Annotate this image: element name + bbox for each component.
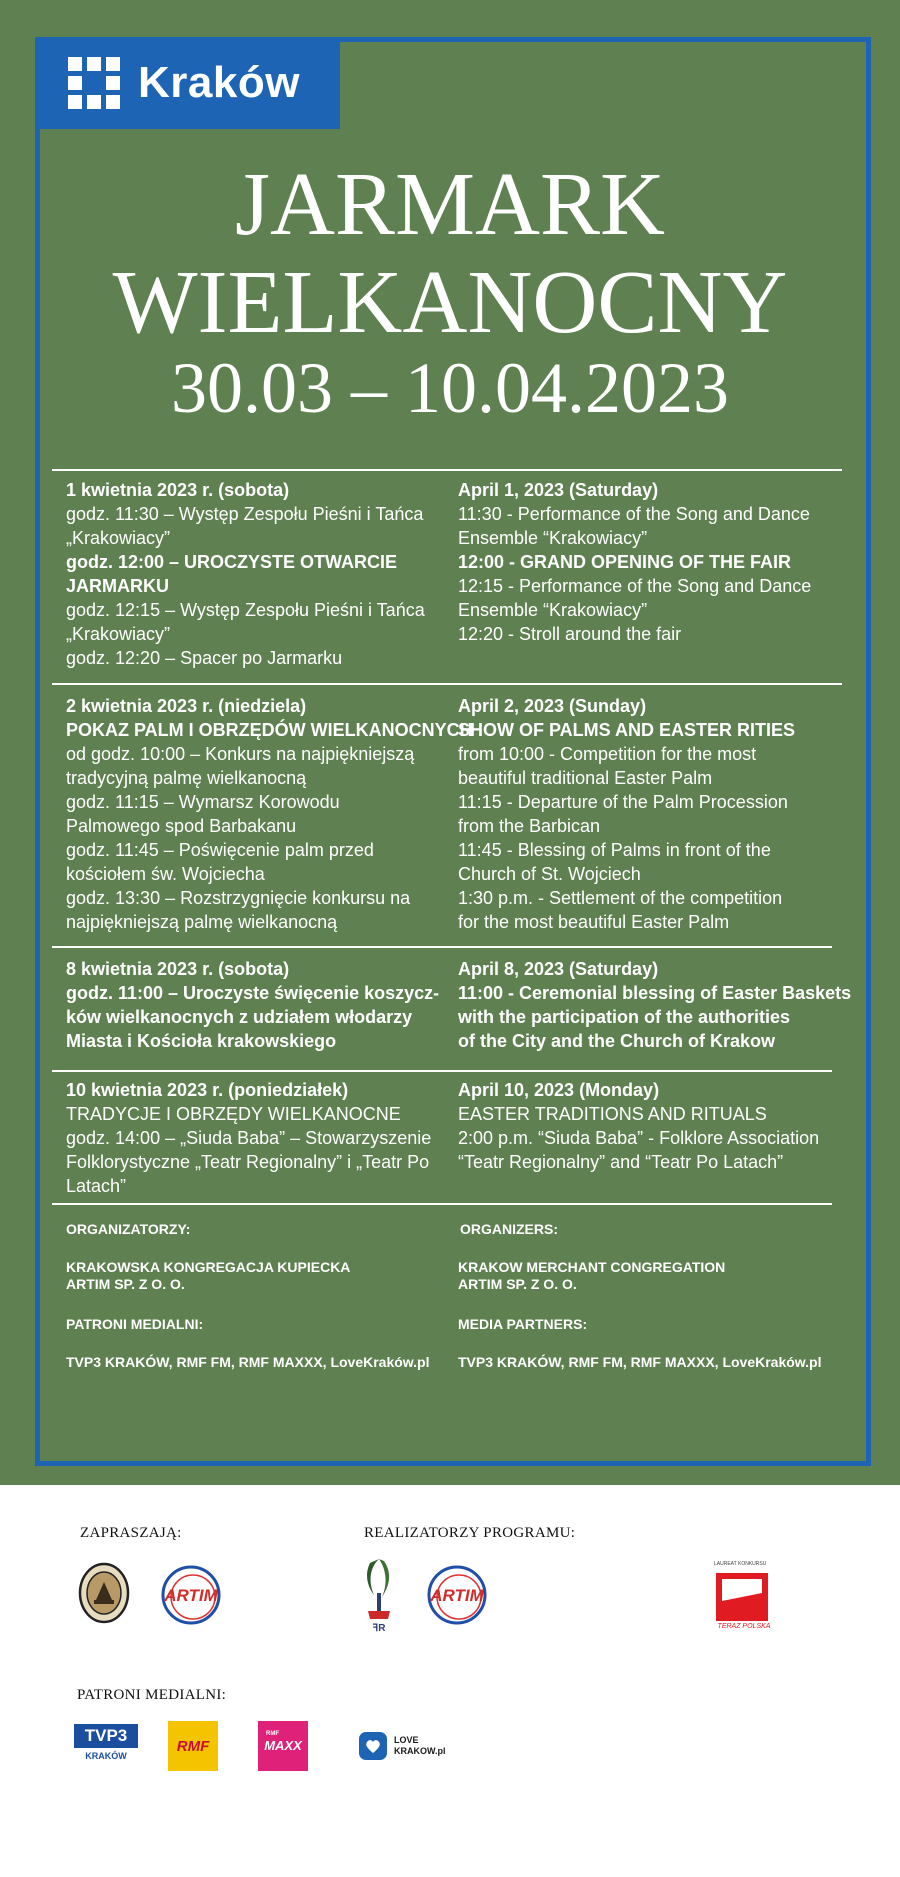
schedule-line: godz. 11:00 – Uroczyste święcenie koszycz- [66, 983, 440, 1003]
love-krakow-logo [358, 1731, 458, 1763]
maxx-text: MAXX [264, 1738, 302, 1753]
schedule-line: April 10, 2023 (Monday) [458, 1080, 660, 1100]
schedule-line: godz. 11:45 – Poświęcenie palm przed [66, 840, 374, 860]
polish-flag-icon [714, 1571, 770, 1623]
media-list-en: TVP3 KRAKÓW, RMF FM, RMF MAXXX, LoveKraków.pl [458, 1354, 822, 1370]
divider [52, 1070, 832, 1072]
schedule-line: 2 kwietnia 2023 r. (niedziela) [66, 696, 307, 716]
maxx-top-text: RMF [266, 1731, 279, 1737]
schedule-line: TRADYCJE I OBRZĘDY WIELKANOCNE [66, 1104, 401, 1124]
schedule-line: of the City and the Church of Krakow [458, 1031, 776, 1051]
logo-text: Kraków [138, 58, 300, 107]
artim-logo-2 [426, 1564, 488, 1626]
schedule-line: 11:15 - Departure of the Palm Procession [458, 792, 788, 812]
organizers-label-en: ORGANIZERS: [460, 1221, 558, 1237]
media-label-en: MEDIA PARTNERS: [458, 1316, 588, 1332]
rmf-fm-logo [168, 1721, 218, 1771]
schedule-line: 12:15 - Performance of the Song and Dance [458, 576, 812, 596]
tvp-city-text: KRAKÓW [85, 1751, 127, 1761]
schedule-line: April 1, 2023 (Saturday) [458, 480, 659, 500]
krakow-logo [35, 37, 340, 129]
title-line-2: WIELKANOCNY [112, 253, 788, 352]
schedule-line: for the most beautiful Easter Palm [458, 912, 730, 932]
rmf-text: RMF [176, 1737, 210, 1755]
artim-text: ARTIM [430, 1586, 484, 1605]
divider [52, 1203, 832, 1205]
schedule-line: „Krakowiacy” [66, 528, 171, 548]
day-3-polish [66, 957, 456, 1053]
divider [52, 946, 832, 948]
invite-label: ZAPRASZAJĄ: [80, 1525, 182, 1541]
teraz-polska-badge [714, 1561, 774, 1641]
schedule-line: Miasta i Kościoła krakowskiego [66, 1031, 337, 1051]
organizer-2-en: ARTIM SP. Z O. O. [458, 1276, 577, 1292]
schedule-line: Ensemble “Krakowiacy” [458, 600, 648, 620]
schedule-line: 2:00 p.m. “Siuda Baba” - Folklore Association [458, 1128, 820, 1148]
schedule-line: JARMARKU [66, 576, 169, 596]
teraz-bottom-text: TERAZ POLSKA [717, 1623, 771, 1630]
schedule-line: beautiful traditional Easter Palm [458, 768, 713, 788]
schedule-line: 11:30 - Performance of the Song and Dance [458, 504, 810, 524]
organizer-1-pl: KRAKOWSKA KONGREGACJA KUPIECKA [66, 1259, 351, 1275]
schedule-line: April 8, 2023 (Saturday) [458, 959, 659, 979]
organizers-label-pl: ORGANIZATORZY: [66, 1221, 191, 1237]
schedule-line: SHOW OF PALMS AND EASTER RITIES [458, 720, 796, 740]
schedule-line: tradycyjną palmę wielkanocną [66, 768, 307, 788]
schedule-line: from the Barbican [458, 816, 601, 836]
schedule-line: Ensemble “Krakowiacy” [458, 528, 648, 548]
day-1-polish [66, 478, 456, 670]
organizer-1-en: KRAKOW MERCHANT CONGREGATION [458, 1259, 726, 1275]
schedule-line: 1 kwietnia 2023 r. (sobota) [66, 480, 290, 500]
schedule-line: Church of St. Wojciech [458, 864, 641, 884]
schedule-line: Folklorystyczne „Teatr Regionalny” i „Teatr Po [66, 1152, 430, 1172]
schedule-line: April 2, 2023 (Sunday) [458, 696, 647, 716]
schedule-line: 11:00 - Ceremonial blessing of Easter Baskets [458, 983, 852, 1003]
media-list-pl: TVP3 KRAKÓW, RMF FM, RMF MAXXX, LoveKraków.pl [66, 1354, 430, 1370]
schedule-line: godz. 11:30 – Występ Zespołu Pieśni i Tańca [66, 504, 424, 524]
schedule-line: “Teatr Regionalny” and “Teatr Po Latach” [458, 1152, 784, 1172]
schedule-line: ków wielkanocnych z udziałem włodarzy [66, 1007, 413, 1027]
day-2-english [458, 694, 858, 934]
folk-palm-emblem-icon [360, 1555, 398, 1633]
schedule-line: 12:00 - GRAND OPENING OF THE FAIR [458, 552, 792, 572]
schedule-line: godz. 14:00 – „Siuda Baba” – Stowarzyszenie [66, 1128, 432, 1148]
schedule-line: godz. 12:20 – Spacer po Jarmarku [66, 648, 343, 668]
day-2-polish [66, 694, 473, 934]
day-3-english [458, 957, 858, 1053]
merchant-congregation-seal-icon [78, 1562, 130, 1624]
schedule-line: 12:20 - Stroll around the fair [458, 624, 682, 644]
love-bottom-text: KRAKOW.pl [394, 1746, 446, 1756]
artim-text: ARTIM [164, 1586, 218, 1605]
teraz-top-text: LAUREAT KONKURSU [714, 1561, 767, 1567]
schedule-line: godz. 11:15 – Wymarsz Korowodu [66, 792, 340, 812]
schedule-line: Palmowego spod Barbakanu [66, 816, 297, 836]
divider [52, 683, 842, 685]
day-1-english [458, 478, 858, 646]
schedule-line: godz. 12:15 – Występ Zespołu Pieśni i Tańca [66, 600, 425, 620]
tvp3-text: TVP3 [74, 1724, 138, 1748]
schedule-line: „Krakowiacy” [66, 624, 171, 644]
footer-media-label: PATRONI MEDIALNI: [77, 1687, 227, 1703]
schedule-line: godz. 13:30 – Rozstrzygnięcie konkursu na [66, 888, 411, 908]
schedule-line: kościołem św. Wojciecha [66, 864, 265, 884]
program-label: REALIZATORZY PROGRAMU: [364, 1525, 576, 1541]
divider [52, 469, 842, 471]
schedule-line: with the participation of the authorities [458, 1007, 791, 1027]
tvp3-krakow-logo [74, 1724, 138, 1766]
schedule-line: 8 kwietnia 2023 r. (sobota) [66, 959, 290, 979]
schedule-line: najpiękniejszą palmę wielkanocną [66, 912, 338, 932]
schedule-line: Latach” [66, 1176, 127, 1196]
svg-text:ꟻR: ꟻR [372, 1623, 386, 1633]
day-4-polish [66, 1078, 456, 1198]
schedule-line: from 10:00 - Competition for the most [458, 744, 757, 764]
event-dates: 30.03 – 10.04.2023 [171, 348, 729, 428]
heart-icon [358, 1731, 388, 1761]
day-4-english [458, 1078, 858, 1174]
schedule-line: od godz. 10:00 – Konkurs na najpiękniejszą [66, 744, 415, 764]
organizer-2-pl: ARTIM SP. Z O. O. [66, 1276, 185, 1292]
schedule-line: 10 kwietnia 2023 r. (poniedziałek) [66, 1080, 349, 1100]
love-top-text: LOVE [394, 1735, 419, 1745]
schedule-line: EASTER TRADITIONS AND RITUALS [458, 1104, 767, 1124]
media-label-pl: PATRONI MEDIALNI: [66, 1316, 204, 1332]
title-line-1: JARMARK [234, 155, 666, 254]
schedule-line: POKAZ PALM I OBRZĘDÓW WIELKANOCNYCH [66, 720, 473, 740]
schedule-line: 1:30 p.m. - Settlement of the competition [458, 888, 783, 908]
schedule-line: godz. 12:00 – UROCZYSTE OTWARCIE [66, 552, 398, 572]
krakow-logo-icon [68, 57, 120, 109]
schedule-line: 11:45 - Blessing of Palms in front of the [458, 840, 771, 860]
artim-logo-1 [160, 1564, 222, 1626]
rmf-maxx-logo [258, 1721, 308, 1771]
